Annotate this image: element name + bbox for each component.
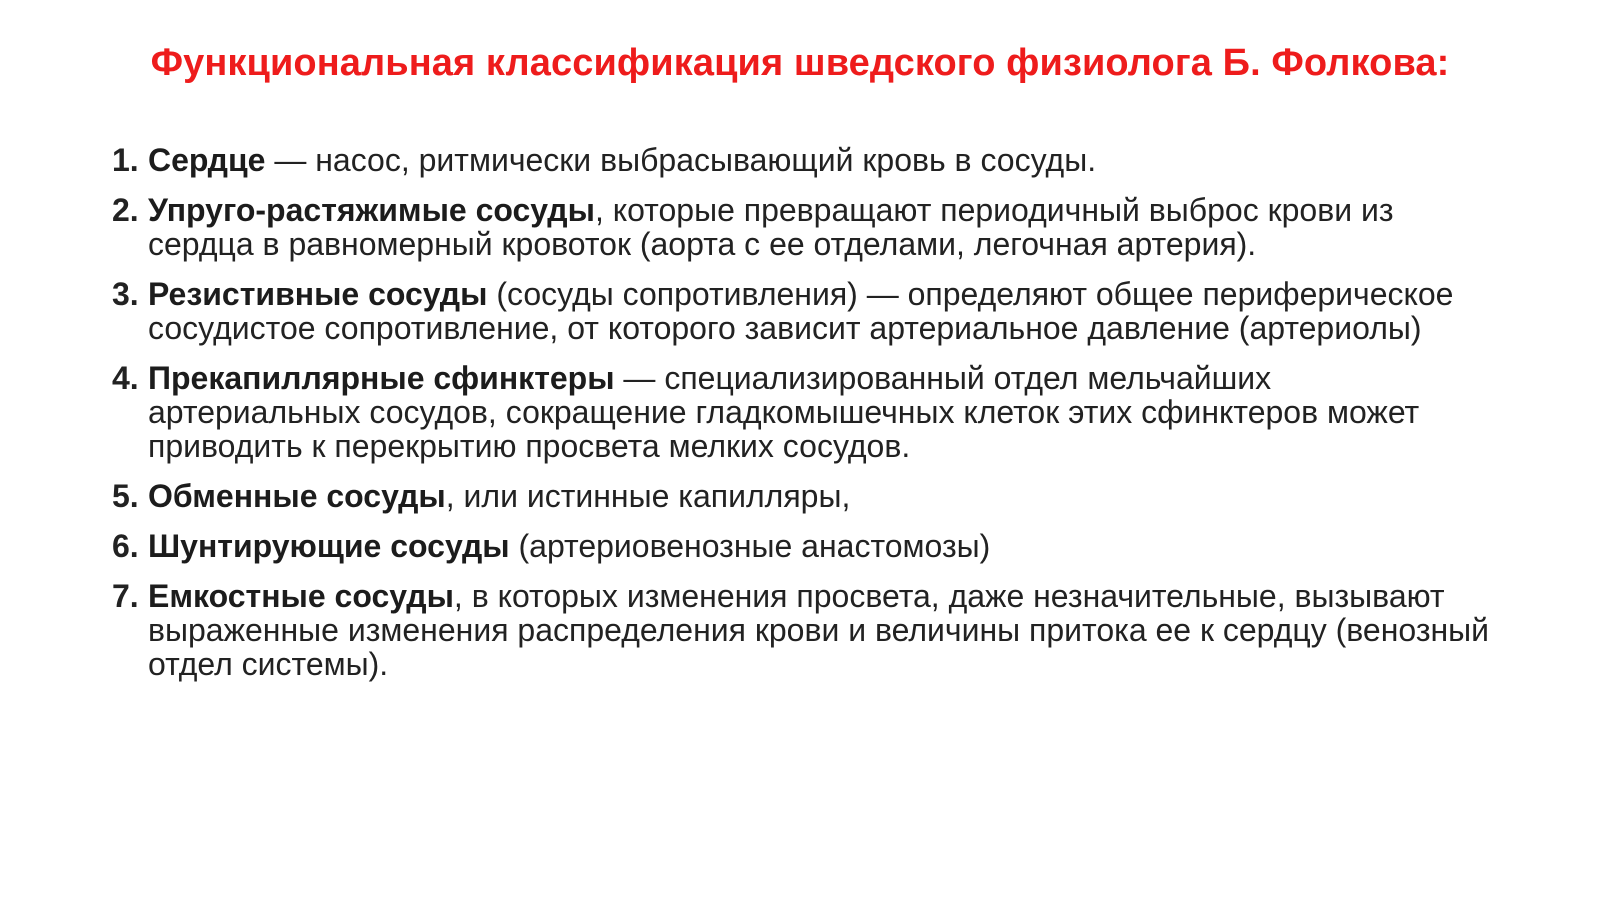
list-item bbox=[112, 193, 1492, 261]
item-number: 7. bbox=[112, 578, 139, 614]
item-term: Сердце bbox=[148, 142, 266, 178]
item-term: Прекапиллярные сфинктеры bbox=[148, 360, 615, 396]
item-number: 6. bbox=[112, 528, 139, 564]
list-item bbox=[112, 579, 1492, 681]
item-term: Обменные сосуды bbox=[148, 478, 446, 514]
classification-list bbox=[112, 143, 1492, 697]
item-description: (сосуды сопротивления) — определяют общее периферическое сосудистое сопротивление, от которого зависит артериальное давление (артериолы) bbox=[148, 276, 1454, 346]
item-text bbox=[148, 529, 1492, 563]
item-description: , или истинные капилляры, bbox=[445, 478, 851, 514]
item-number: 2. bbox=[112, 192, 139, 228]
item-text bbox=[148, 193, 1492, 261]
item-description: (артериовенозные анастомозы) bbox=[509, 528, 991, 564]
item-description: — специализированный отдел мельчайших артериальных сосудов, сокращение гладкомышечных клеток этих сфинктеров может приводить к перекрытию просвета мелких сосудов. bbox=[148, 360, 1420, 464]
item-text bbox=[148, 579, 1492, 681]
item-term: Шунтирующие сосуды bbox=[148, 528, 510, 564]
item-number: 4. bbox=[112, 360, 139, 396]
item-text bbox=[148, 361, 1492, 463]
item-text bbox=[148, 277, 1492, 345]
list-item bbox=[112, 277, 1492, 345]
item-description: — насос, ритмически выбрасывающий кровь в сосуды. bbox=[265, 142, 1097, 178]
item-text bbox=[148, 143, 1492, 177]
list-item bbox=[112, 479, 1492, 513]
item-term: Резистивные сосуды bbox=[148, 276, 488, 312]
slide-title: Функциональная классификация шведского физиолога Б. Фолкова: bbox=[150, 42, 1450, 84]
item-term: Упруго-растяжимые сосуды bbox=[148, 192, 595, 228]
list-item bbox=[112, 143, 1492, 177]
item-description: , которые превращают периодичный выброс крови из сердца в равномерный кровоток (аорта с ее отделами, легочная артерия). bbox=[148, 192, 1394, 262]
item-text bbox=[148, 479, 1492, 513]
item-number: 1. bbox=[112, 142, 139, 178]
item-description: , в которых изменения просвета, даже незначительные, вызывают выраженные изменения распределения крови и величины притока ее к сердцу (венозный отдел системы). bbox=[148, 578, 1490, 682]
item-number: 5. bbox=[112, 478, 139, 514]
item-term: Емкостные сосуды bbox=[148, 578, 454, 614]
list-item bbox=[112, 529, 1492, 563]
item-number: 3. bbox=[112, 276, 139, 312]
list-item bbox=[112, 361, 1492, 463]
